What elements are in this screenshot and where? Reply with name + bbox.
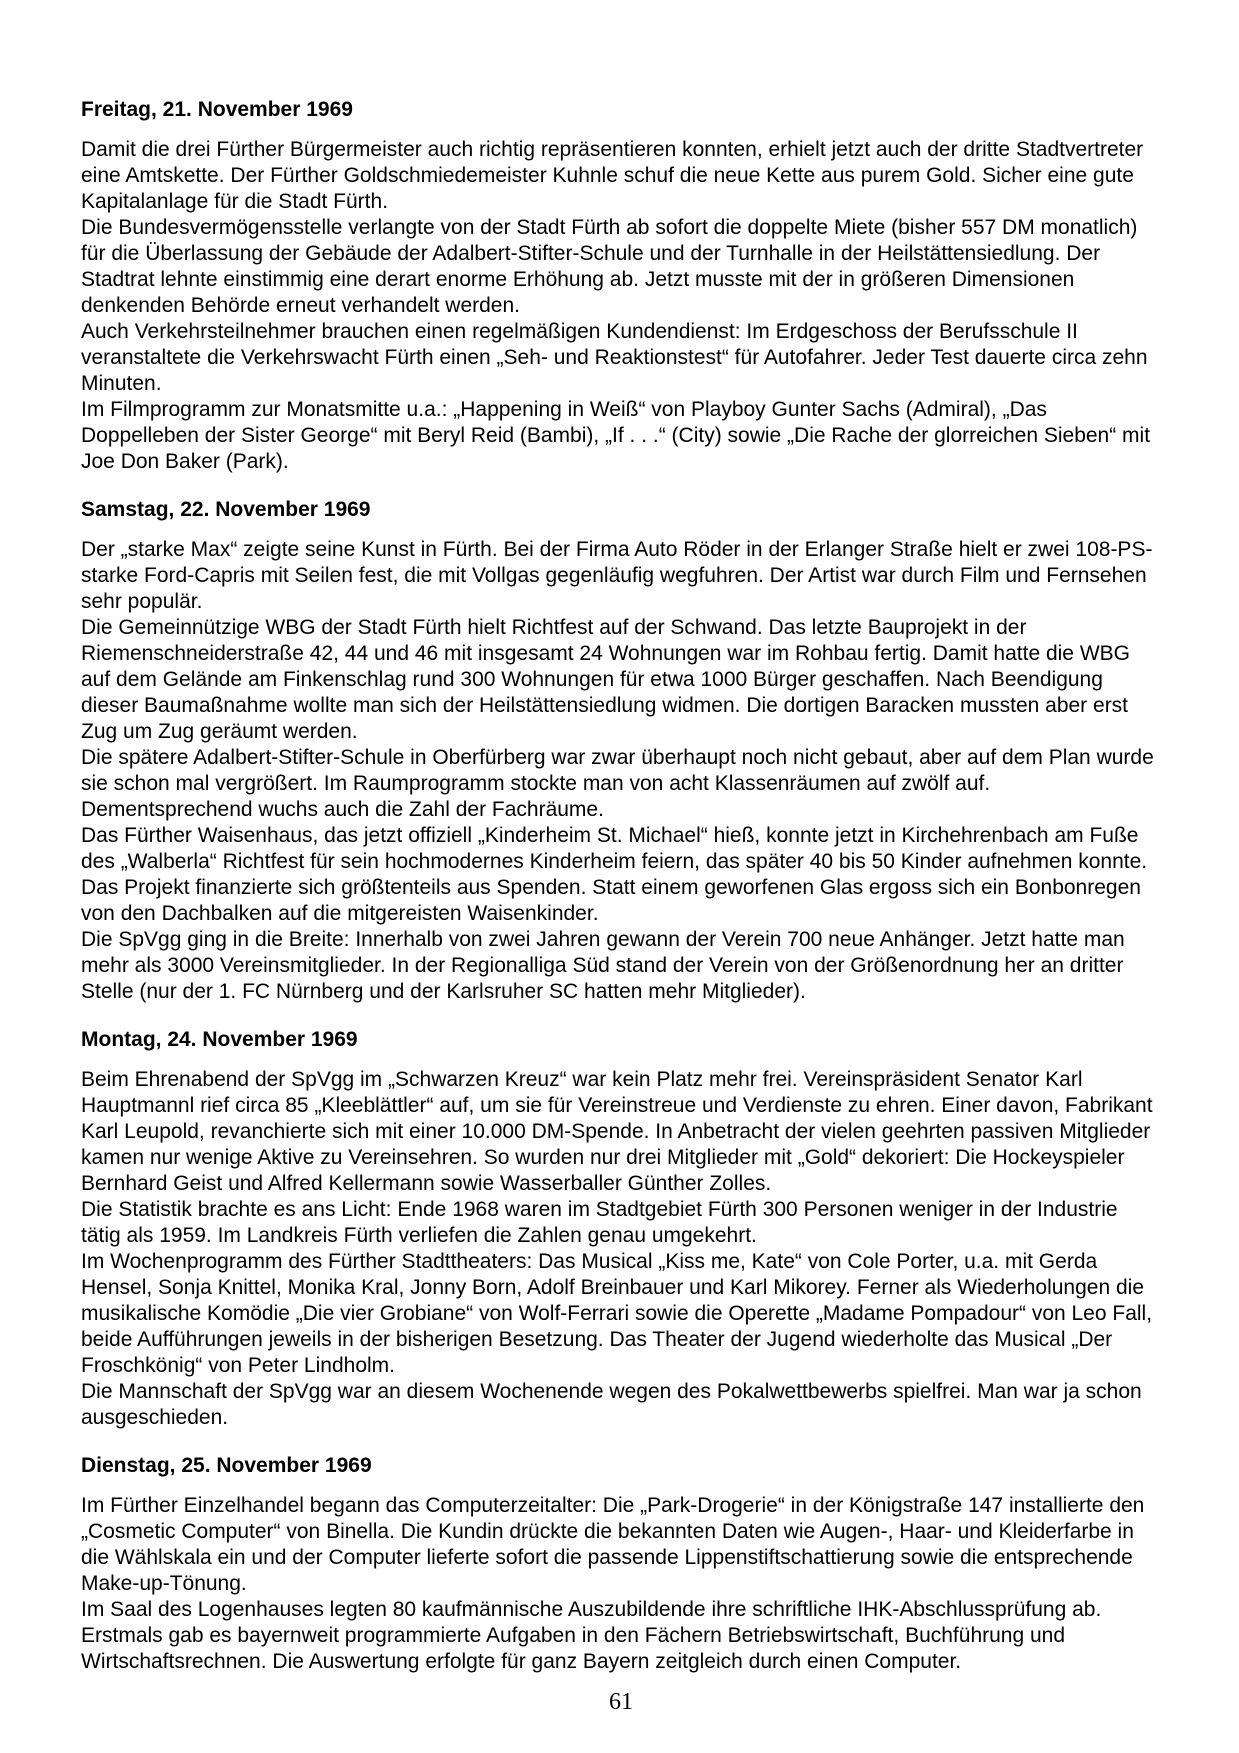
paragraph: Beim Ehrenabend der SpVgg im „Schwarzen Kreuz“ war kein Platz mehr frei. Vereinspräsident Senator Karl Hauptmannl rief circa 85 „Kleeblättler“ auf, um sie für Vereinstreue und Verdienste zu ehren. Einer davon, Fabrikant Karl Leupold, revanchierte sich mit einer 10.000 DM-Spende. In Anbetracht der vielen geehrten passiven Mitglieder kamen nur wenige Aktive zu Vereinsehren. So wurden nur drei Mitglieder mit „Gold“ dekoriert: Die Hockeyspieler Bernhard Geist und Alfred Kellermann sowie Wasserballer Günther Zolles. (81, 1068, 1153, 1195)
section-montag-24-november-1969 (81, 1027, 1161, 1431)
section-dienstag-25-november-1969 (81, 1453, 1161, 1675)
paragraph: Die Bundesvermögensstelle verlangte von der Stadt Fürth ab sofort die doppelte Miete (bisher 557 DM monatlich) für die Überlassung der Gebäude der Adalbert-Stifter-Schule und der Turnhalle in der Heilstättensiedlung. Der Stadtrat lehnte einstimmig eine derart enorme Erhöhung ab. Jetzt musste mit der in größeren Dimensionen denkenden Behörde erneut verhandelt werden. (81, 216, 1138, 317)
paragraph: Die Mannschaft der SpVgg war an diesem Wochenende wegen des Pokalwettbewerbs spielfrei. Man war ja schon ausgeschieden. (81, 1380, 1142, 1429)
section-samstag-22-november-1969 (81, 497, 1161, 1005)
paragraph: Im Fürther Einzelhandel begann das Computerzeitalter: Die „Park-Drogerie“ in der Königstraße 147 installierte den „Cosmetic Computer“ von Binella. Die Kundin drückte die bekannten Daten wie Augen-, Haar- und Kleiderfarbe in die Wählskala ein und der Computer lieferte sofort die passende Lippenstiftschattierung sowie die entsprechende Make-up-Tönung. (81, 1494, 1145, 1595)
paragraph: Im Filmprogramm zur Monatsmitte u.a.: „Happening in Weiß“ von Playboy Gunter Sachs (Admiral), „Das Doppelleben der Sister George“ mit Beryl Reid (Bambi), „If . . .“ (City) sowie „Die Rache der glorreichen Sieben“ mit Joe Don Baker (Park). (81, 398, 1151, 473)
page-number: 61 (609, 1689, 633, 1715)
paragraph: Die SpVgg ging in die Breite: Innerhalb von zwei Jahren gewann der Verein 700 neue Anhänger. Jetzt hatte man mehr als 3000 Vereinsmitglieder. In der Regionalliga Süd stand der Verein von der Größenordnung her an dritter Stelle (nur der 1. FC Nürnberg und der Karlsruher SC hatten mehr Mitglieder). (81, 928, 1125, 1003)
section-heading: Freitag, 21. November 1969 (81, 98, 353, 121)
paragraph: Im Wochenprogramm des Fürther Stadttheaters: Das Musical „Kiss me, Kate“ von Cole Porter, u.a. mit Gerda Hensel, Sonja Knittel, Monika Kral, Jonny Born, Adolf Breinbauer und Karl Mikorey. Ferner als Wiederholungen die musikalische Komödie „Die vier Grobiane“ von Wolf-Ferrari sowie die Operette „Madame Pompadour“ von Leo Fall, beide Aufführungen jeweils in der bisherigen Besetzung. Das Theater der Jugend wiederholte das Musical „Der Froschkönig“ von Peter Lindholm. (81, 1250, 1153, 1377)
section-heading: Montag, 24. November 1969 (81, 1028, 358, 1051)
paragraph: Im Saal des Logenhauses legten 80 kaufmännische Auszubildende ihre schriftliche IHK-Abschlussprüfung ab. Erstmals gab es bayernweit programmierte Aufgaben in den Fächern Betriebswirtschaft, Buchführung und Wirtschaftsrechnen. Die Auswertung erfolgte für ganz Bayern zeitgleich durch einen Computer. (81, 1598, 1102, 1673)
section-heading: Samstag, 22. November 1969 (81, 498, 371, 521)
paragraph: Das Fürther Waisenhaus, das jetzt offiziell „Kinderheim St. Michael“ hieß, konnte jetzt in Kirchehrenbach am Fuße des „Walberla“ Richtfest für sein hochmodernes Kinderheim feiern, das später 40 bis 50 Kinder aufnehmen konnte. Das Projekt finanzierte sich größtenteils aus Spenden. Statt einem geworfenen Glas ergoss sich ein Bonbonregen von den Dachbalken auf die mitgereisten Waisenkinder. (81, 824, 1148, 925)
paragraph: Die Statistik brachte es ans Licht: Ende 1968 waren im Stadtgebiet Fürth 300 Personen weniger in der Industrie tätig als 1959. Im Landkreis Fürth verliefen die Zahlen genau umgekehrt. (81, 1198, 1118, 1247)
paragraph: Die spätere Adalbert-Stifter-Schule in Oberfürberg war zwar überhaupt noch nicht gebaut, aber auf dem Plan wurde sie schon mal vergrößert. Im Raumprogramm stockte man von acht Klassenräumen auf zwölf auf. Dementsprechend wuchs auch die Zahl der Fachräume. (81, 746, 1154, 821)
section-freitag-21-november-1969 (81, 97, 1161, 475)
paragraph: Auch Verkehrsteilnehmer brauchen einen regelmäßigen Kundendienst: Im Erdgeschoss der Berufsschule II veranstaltete die Verkehrswacht Fürth einen „Seh- und Reaktionstest“ für Autofahrer. Jeder Test dauerte circa zehn Minuten. (81, 320, 1148, 395)
section-heading: Dienstag, 25. November 1969 (81, 1454, 372, 1477)
paragraph: Damit die drei Fürther Bürgermeister auch richtig repräsentieren konnten, erhielt jetzt auch der dritte Stadtvertreter eine Amtskette. Der Fürther Goldschmiedemeister Kuhnle schuf die neue Kette aus purem Gold. Sicher eine gute Kapitalanlage für die Stadt Fürth. (81, 138, 1144, 213)
paragraph: Der „starke Max“ zeigte seine Kunst in Fürth. Bei der Firma Auto Röder in der Erlanger Straße hielt er zwei 108-PS-starke Ford-Capris mit Seilen fest, die mit Vollgas gegenläufig wegfuhren. Der Artist war durch Film und Fernsehen sehr populär. (81, 538, 1153, 613)
paragraph: Die Gemeinnützige WBG der Stadt Fürth hielt Richtfest auf der Schwand. Das letzte Bauprojekt in der Riemenschneiderstraße 42, 44 und 46 mit insgesamt 24 Wohnungen war im Rohbau fertig. Damit hatte die WBG auf dem Gelände am Finkenschlag rund 300 Wohnungen für etwa 1000 Bürger geschaffen. Nach Beendigung dieser Baumaßnahme wollte man sich der Heilstättensiedlung widmen. Die dortigen Baracken mussten aber erst Zug um Zug geräumt werden. (81, 616, 1130, 743)
